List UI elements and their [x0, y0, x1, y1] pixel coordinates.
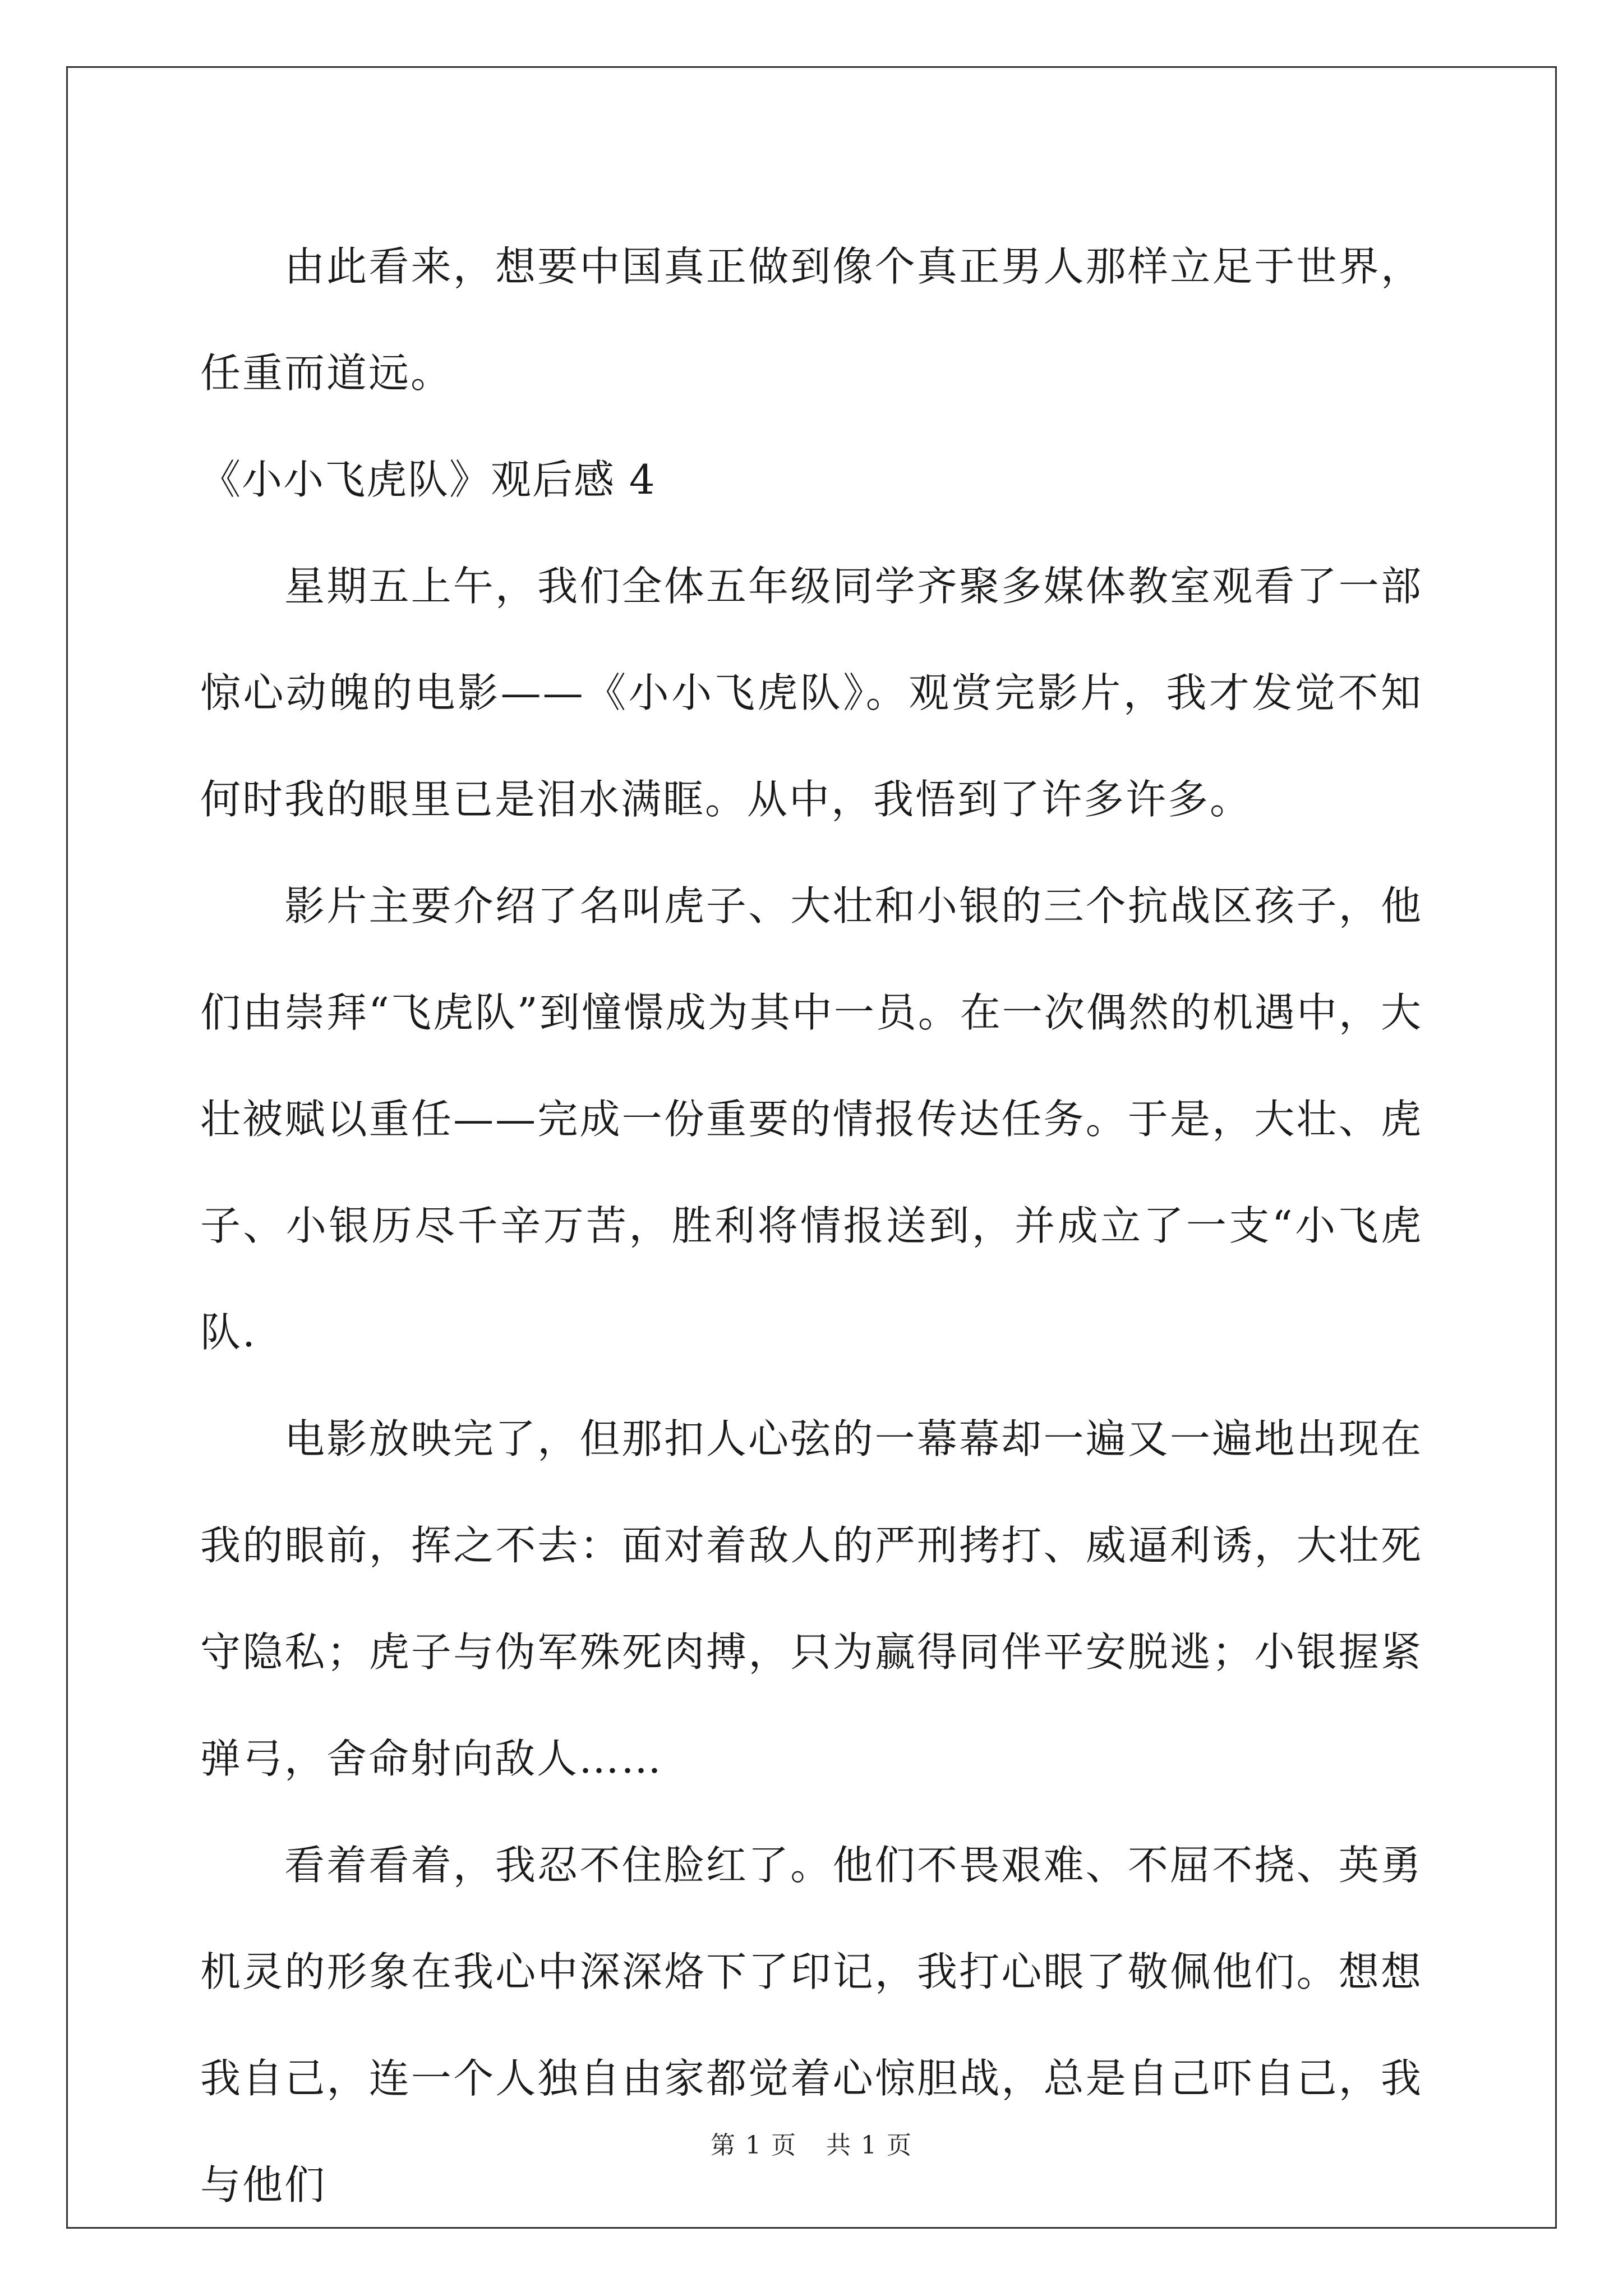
- paragraph-scenes: 电影放映完了，但那扣人心弦的一幕幕却一遍又一遍地出现在我的眼前，挥之不去：面对着敌人的严刑拷打、威逼利诱，大壮死守隐私；虎子与伪军殊死肉搏，只为赢得同伴平安脱逃；小银握紧弹弓，舍命射向敌人……: [200, 1415, 1423, 1782]
- page-total: 共 1 页: [826, 2131, 912, 2160]
- paragraph-conclusion: 由此看来，想要中国真正做到像个真正男人那样立足于世界，任重而道远。: [200, 243, 1423, 397]
- document-body: [200, 213, 1423, 2238]
- paragraph-intro: 星期五上午，我们全体五年级同学齐聚多媒体教室观看了一部惊心动魄的电影——《小小飞虎队》。观赏完影片，我才发觉不知何时我的眼里已是泪水满眶。从中，我悟到了许多许多。: [200, 563, 1423, 823]
- section-heading: 《小小飞虎队》观后感 4: [200, 456, 656, 503]
- paragraph-reflection: 看着看着，我忍不住脸红了。他们不畏艰难、不屈不挠、英勇机灵的形象在我心中深深烙下了印记，我打心眼了敬佩他们。想想我自己，连一个人独自由家都觉着心惊胆战，总是自己吓自己，我与他们: [200, 1842, 1423, 2208]
- page-number: 第 1 页: [711, 2131, 797, 2160]
- page-footer: [0, 2129, 1623, 2162]
- paragraph-plot: 影片主要介绍了名叫虎子、大壮和小银的三个抗战区孩子，他们由崇拜“飞虎队”到憧憬成为其中一员。在一次偶然的机遇中，大壮被赋以重任——完成一份重要的情报传达任务。于是，大壮、虎子、小银历尽千辛万苦，胜利将情报送到，并成立了一支“小飞虎队.: [200, 882, 1423, 1356]
